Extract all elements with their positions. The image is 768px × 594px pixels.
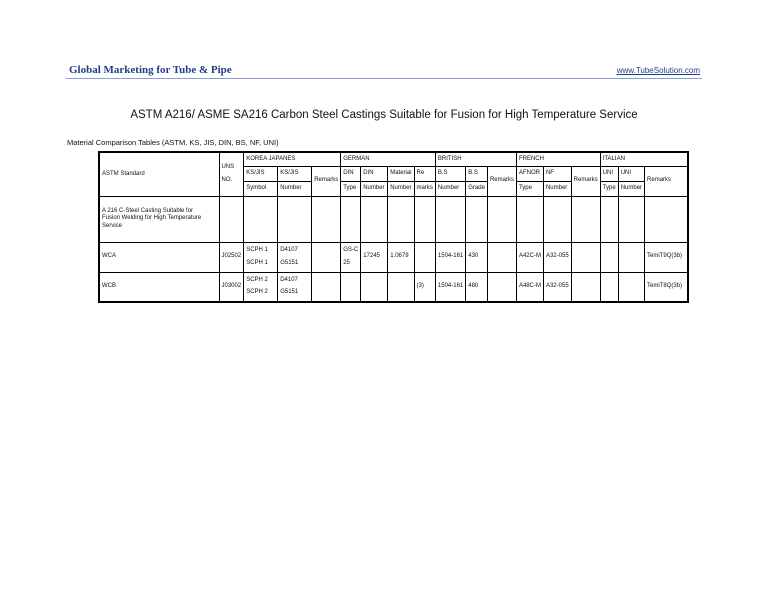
uni-type-cell bbox=[600, 272, 618, 302]
ks-remarks-cell bbox=[312, 242, 341, 272]
din-number-subheader: Number bbox=[361, 181, 388, 196]
brand-header: Global Marketing for Tube & Pipe bbox=[69, 64, 232, 76]
bs-grade-cell: 430 bbox=[466, 242, 488, 272]
material-number-cell bbox=[388, 272, 414, 302]
bs-number-header: B.S bbox=[435, 166, 465, 181]
uni-number-subheader: Number bbox=[618, 181, 644, 196]
bs-grade-header: B.S bbox=[466, 166, 488, 181]
group-italian: ITALIAN bbox=[600, 152, 687, 166]
bs-number-subheader: Number bbox=[435, 181, 465, 196]
uni-number-cell bbox=[618, 242, 644, 272]
din-number-cell bbox=[361, 272, 388, 302]
uni-type-cell bbox=[600, 242, 618, 272]
bs-grade-subheader: Grade bbox=[466, 181, 488, 196]
ks-jis-symbol-subheader: Symbol bbox=[244, 181, 278, 196]
it-remarks-cell: TemiT9Q(3b) bbox=[645, 242, 688, 272]
ks-symbol-cell: SCPH 2 SCPH 2 bbox=[244, 272, 278, 302]
material-number-subheader: Number bbox=[388, 181, 414, 196]
ks-jis-symbol-header: KS/JIS bbox=[244, 166, 278, 181]
bs-grade-cell: 480 bbox=[466, 272, 488, 302]
afnor-type-subheader: Type bbox=[516, 181, 543, 196]
uni-number-cell bbox=[618, 272, 644, 302]
din-type-header: DIN bbox=[341, 166, 361, 181]
fr-remarks-cell bbox=[571, 272, 600, 302]
bs-number-cell: 1504-161 bbox=[435, 272, 465, 302]
group-british: BRITISH bbox=[435, 152, 516, 166]
nf-cell: A32-055 bbox=[543, 242, 571, 272]
afnor-type-header: AFNOR bbox=[516, 166, 543, 181]
din-remarks-cell bbox=[414, 242, 435, 272]
din-type-cell: GS-C 25 bbox=[341, 242, 361, 272]
material-comparison-table bbox=[98, 151, 689, 303]
afnor-cell: A42C-M bbox=[516, 242, 543, 272]
standard-description: A 216 C-Steel Casting Suitable for Fusion Welding for High Temperature Service bbox=[99, 196, 219, 242]
astm-standard-header: ASTM Standard bbox=[99, 152, 219, 196]
french-remarks-header: Remarks bbox=[571, 166, 600, 196]
ks-remarks-cell bbox=[312, 272, 341, 302]
din-type-cell bbox=[341, 272, 361, 302]
document-subtitle: Material Comparison Tables (ASTM, KS, JIS, DIN, BS, NF, UNI) bbox=[67, 138, 279, 147]
afnor-cell: A48C-M bbox=[516, 272, 543, 302]
uns-cell: J03002 bbox=[219, 272, 244, 302]
bs-remarks-cell bbox=[487, 242, 516, 272]
website-link[interactable]: www.TubeSolution.com bbox=[616, 66, 700, 75]
group-french: FRENCH bbox=[516, 152, 600, 166]
german-remarks-subheader: marks bbox=[414, 181, 435, 196]
header-divider bbox=[66, 78, 702, 79]
ks-remarks-header: Remarks bbox=[312, 166, 341, 196]
din-number-cell: 17245 bbox=[361, 242, 388, 272]
nf-number-header: NF bbox=[543, 166, 571, 181]
ks-jis-number-subheader: Number bbox=[278, 181, 312, 196]
uns-cell: J02502 bbox=[219, 242, 244, 272]
astm-grade-cell: WCB bbox=[99, 272, 219, 302]
table-row bbox=[99, 272, 688, 302]
uni-number-header: UNI bbox=[618, 166, 644, 181]
ks-jis-number-header: KS/JIS bbox=[278, 166, 312, 181]
italian-remarks-header: Remarks bbox=[645, 166, 688, 196]
astm-grade-cell: WCA bbox=[99, 242, 219, 272]
ks-number-cell: D4107 G5151 bbox=[278, 242, 312, 272]
din-number-header: DIN bbox=[361, 166, 388, 181]
uni-type-subheader: Type bbox=[600, 181, 618, 196]
nf-cell: A32-055 bbox=[543, 272, 571, 302]
document-title: ASTM A216/ ASME SA216 Carbon Steel Castings Suitable for Fusion for High Temperature Service bbox=[130, 109, 638, 121]
ks-number-cell: D4107 G5151 bbox=[278, 272, 312, 302]
it-remarks-cell: TemiT8Q(3b) bbox=[645, 272, 688, 302]
group-german: GERMAN bbox=[341, 152, 436, 166]
british-remarks-header: Remarks bbox=[487, 166, 516, 196]
uns-header: UNS NO. bbox=[219, 152, 244, 196]
description-row bbox=[99, 196, 688, 242]
material-number-header: Material bbox=[388, 166, 414, 181]
uni-type-header: UNI bbox=[600, 166, 618, 181]
german-remarks-header: Re bbox=[414, 166, 435, 181]
material-number-cell: 1.0679 bbox=[388, 242, 414, 272]
fr-remarks-cell bbox=[571, 242, 600, 272]
ks-symbol-cell: SCPH 1 SCPH 1 bbox=[244, 242, 278, 272]
bs-number-cell: 1504-161 bbox=[435, 242, 465, 272]
table-row bbox=[99, 242, 688, 272]
din-remarks-cell: (3) bbox=[414, 272, 435, 302]
bs-remarks-cell bbox=[487, 272, 516, 302]
group-korea-japanes: KOREA JAPANES bbox=[244, 152, 341, 166]
din-type-subheader: Type bbox=[341, 181, 361, 196]
group-header-row bbox=[99, 152, 688, 166]
nf-number-subheader: Number bbox=[543, 181, 571, 196]
